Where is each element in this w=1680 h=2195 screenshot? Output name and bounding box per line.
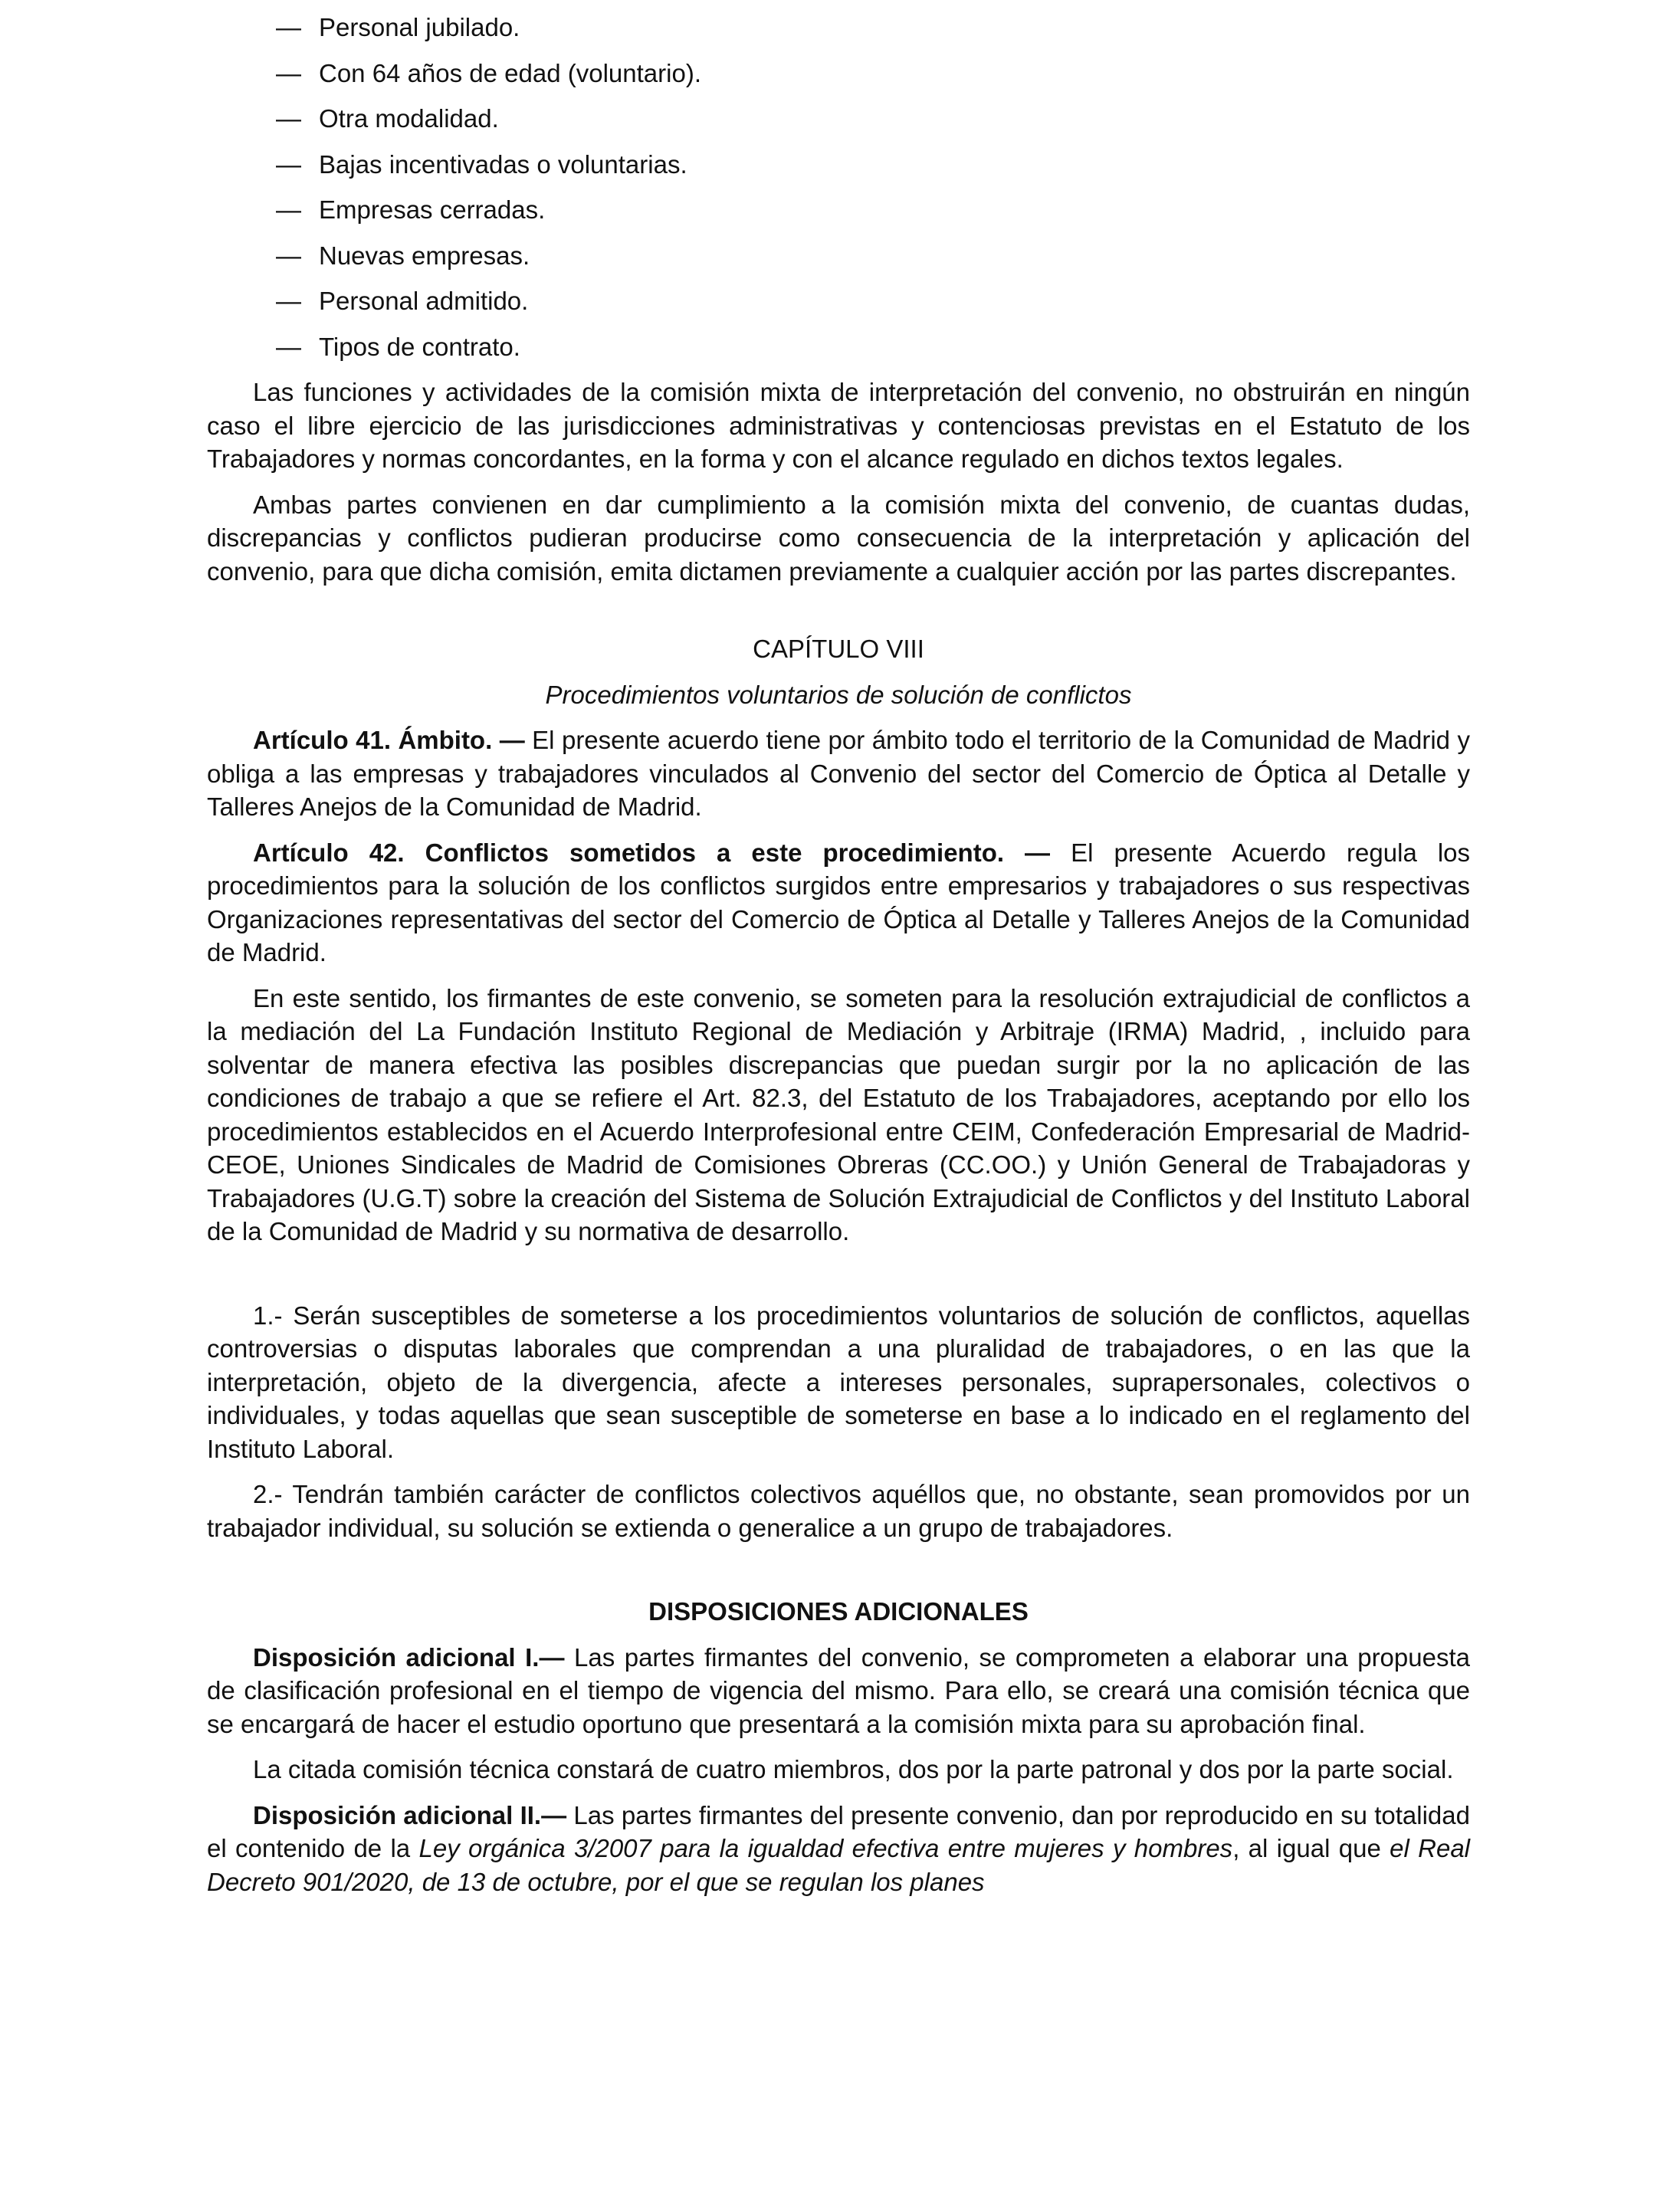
article-41-text: El presente acuerdo tiene por ámbito todo el territorio de la Comunidad de Madrid y obliga a las empresas y trabajadores vinculados al Convenio del sector del Comercio de Óptica al Detalle y Talleres Anejos de la Comunidad de Madrid. [207, 726, 1470, 821]
list-item-text: Nuevas empresas. [319, 241, 530, 270]
dash-list [207, 11, 1470, 363]
article-42-heading: Artículo 42. Conflictos sometidos a este procedimiento. — [253, 838, 1051, 867]
dash-bullet: — [276, 104, 301, 133]
disposicion-1-text: Las partes firmantes del convenio, se comprometen a elaborar una propuesta de clasificación profesional en el tiempo de vigencia del mismo. Para ello, se creará una comisión técnica que se encargará de hacer el estudio oportuno que presentará a la comisión mixta para su aprobación final. [207, 1642, 1470, 1738]
disposicion-2-italic-2: el Real Decreto 901/2020, de 13 de octubre, por el que se regulan los planes [207, 1834, 1471, 1896]
article-41-heading: Artículo 41. Ámbito. — [253, 726, 525, 754]
list-item [207, 284, 1470, 318]
list-item [207, 57, 1470, 90]
article-41 [207, 723, 1470, 824]
dash-bullet: — [276, 332, 301, 361]
paragraph-item-1: 1.- Serán susceptibles de someterse a los procedimientos voluntarios de solución de conflictos, aquellas controversias o disputas laborales que comprendan a una pluralidad de trabajadores, o en las que la interpretación, objeto de la divergencia, afecte a intereses personales, suprapersonales, colectivos o individuales, y todas aquellas que sean susceptible de someterse en base a lo indicado en el reglamento del Instituto Laboral. [207, 1301, 1470, 1463]
article-42-text: El presente Acuerdo regula los procedimientos para la solución de los conflictos surgidos entre empresarios y trabajadores o sus respectivas Organizaciones representativas del sector del Comercio de Óptica al Detalle y Talleres Anejos de la Comunidad de Madrid. [207, 838, 1471, 966]
chapter-subtitle: Procedimientos voluntarios de solución de conflictos [545, 680, 1132, 709]
article-42 [207, 836, 1470, 970]
list-item [207, 11, 1470, 44]
list-item-text: Personal admitido. [319, 287, 529, 315]
dash-bullet: — [276, 149, 301, 179]
dash-bullet: — [276, 13, 301, 41]
list-item-text: Con 64 años de edad (voluntario). [319, 58, 701, 87]
dash-bullet: — [276, 241, 301, 270]
list-item-text: Bajas incentivadas o voluntarias. [319, 149, 687, 179]
list-item-text: Empresas cerradas. [319, 195, 546, 224]
paragraph-citada-comision: La citada comisión técnica constará de cuatro miembros, dos por la parte patronal y dos por la parte social. [253, 1755, 1454, 1783]
disposicion-2-italic-1: Ley orgánica 3/2007 para la igualdad efectiva entre mujeres y hombres [418, 1834, 1233, 1862]
paragraph-ambas-partes: Ambas partes convienen en dar cumplimiento a la comisión mixta del convenio, de cuantas dudas, discrepancias y conflictos pudieran producirse como consecuencia de la interpretación y aplicación del convenio, para que dicha comisión, emita dictamen previamente a cualquier acción por las partes discrepantes. [207, 490, 1470, 586]
disposicion-2-text-1: Las partes firmantes del presente convenio, dan por reproducido en su totalidad el contenido de la [207, 1800, 1470, 1862]
paragraph-item-2: 2.- Tendrán también carácter de conflictos colectivos aquéllos que, no obstante, sean promovidos por un trabajador individual, su solución se extienda o generalice a un grupo de trabajadores. [207, 1480, 1470, 1542]
disposicion-2-heading: Disposición adicional II.— [253, 1800, 567, 1829]
list-item [207, 193, 1470, 227]
list-item [207, 148, 1470, 182]
disposicion-1-heading: Disposición adicional I.— [253, 1642, 565, 1672]
dash-bullet: — [276, 195, 301, 224]
document-page [207, 11, 1470, 1911]
disposicion-adicional-1 [207, 1641, 1470, 1741]
dash-bullet: — [276, 58, 301, 87]
list-item-text: Otra modalidad. [319, 104, 499, 133]
list-item [207, 239, 1470, 273]
paragraph-en-este-sentido: En este sentido, los firmantes de este convenio, se someten para la resolución extrajudicial de conflictos a la mediación del La Fundación Instituto Regional de Mediación y Arbitraje (IRMA) Madrid, , incluido para solventar de manera efectiva las posibles discrepancias que puedan surgir por la no aplicación de las condiciones de trabajo a que se refiere el Art. 82.3, del Estatuto de los Trabajadores, aceptando por ello los procedimientos establecidos en el Acuerdo Interprofesional entre CEIM, Confederación Empresarial de Madrid-CEOE, Uniones Sindicales de Madrid de Comisiones Obreras (CC.OO.) y Unión General de Trabajadoras y Trabajadores (U.G.T) sobre la creación del Sistema de Solución Extrajudicial de Conflictos y del Instituto Laboral de la Comunidad de Madrid y su normativa de desarrollo. [207, 983, 1470, 1245]
chapter-title: CAPÍTULO VIII [753, 635, 924, 663]
disposicion-adicional-2 [207, 1799, 1470, 1899]
dash-bullet: — [276, 287, 301, 315]
list-item [207, 102, 1470, 136]
list-item-text: Tipos de contrato. [319, 332, 520, 361]
paragraph-funciones: Las funciones y actividades de la comisión mixta de interpretación del convenio, no obstruirán en ningún caso el libre ejercicio de las jurisdicciones administrativas y contenciosas previstas en el Estatuto de los Trabajadores y normas concordantes, en la forma y con el alcance regulado en dichos textos legales. [207, 378, 1470, 473]
list-item-text: Personal jubilado. [319, 13, 520, 41]
section-title: DISPOSICIONES ADICIONALES [648, 1597, 1029, 1626]
list-item [207, 330, 1470, 364]
disposicion-2-text-2: , al igual que [1232, 1834, 1381, 1862]
